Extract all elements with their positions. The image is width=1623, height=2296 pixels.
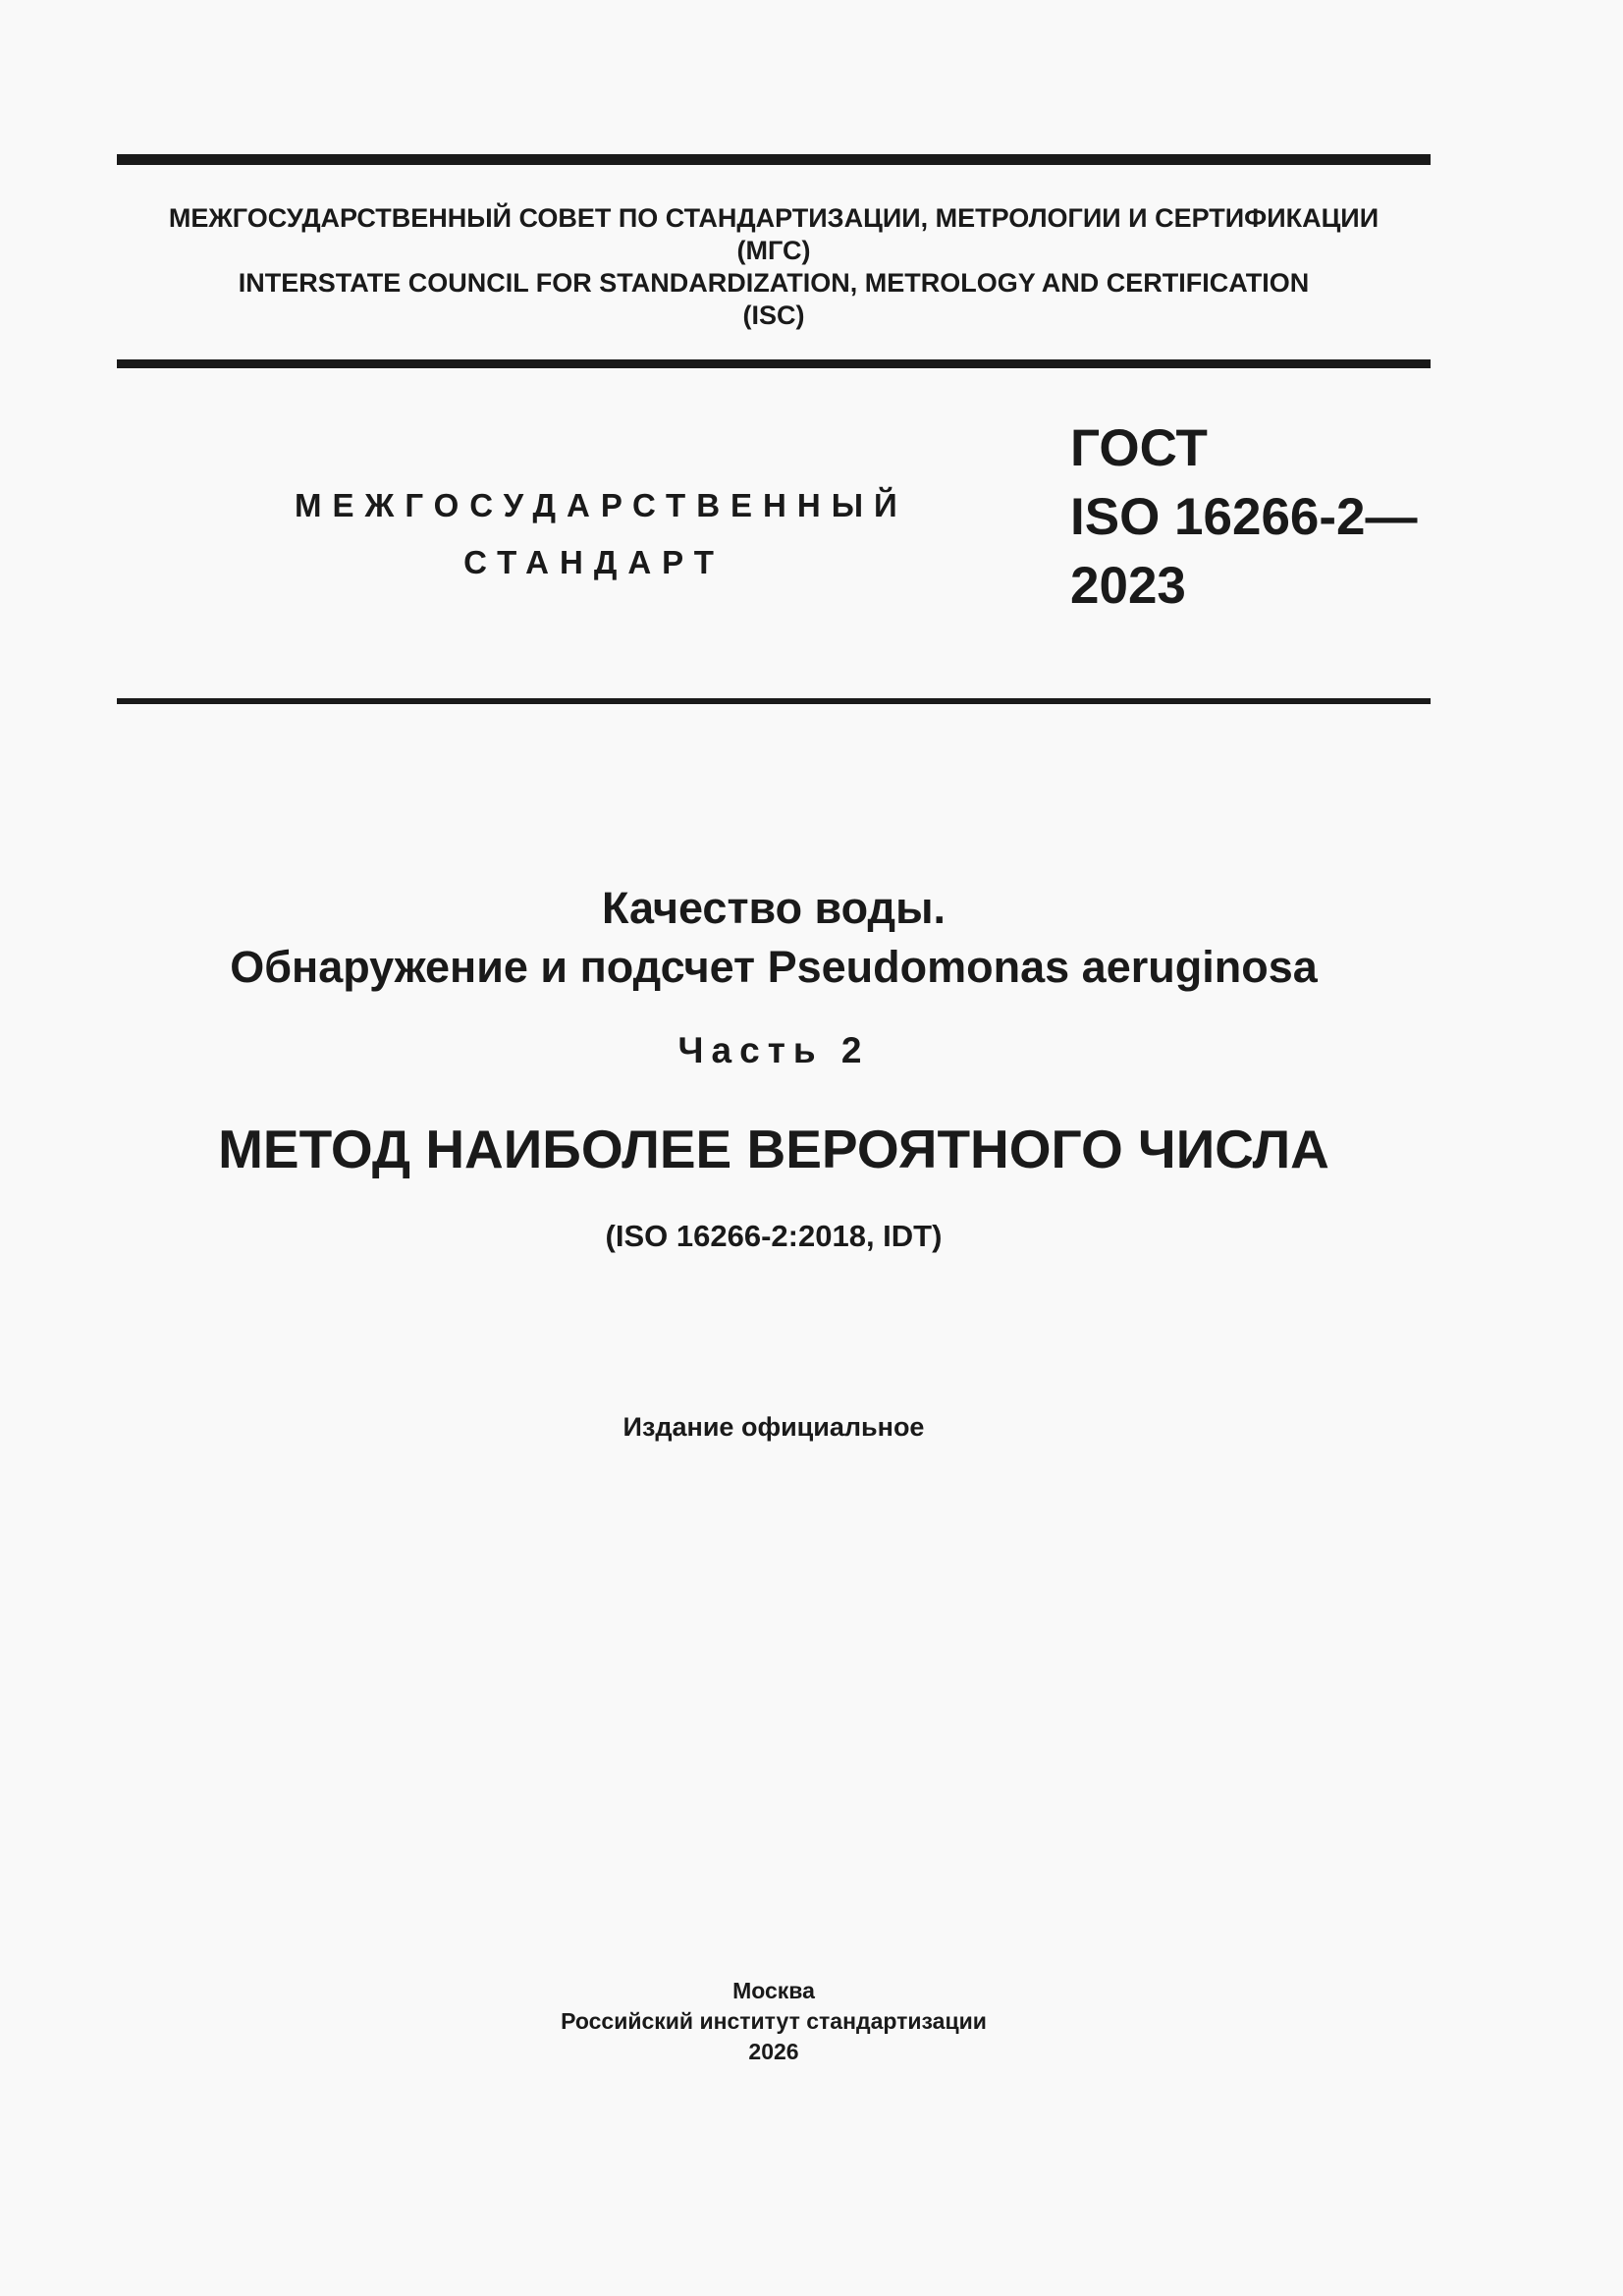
publisher-city: Москва: [732, 1978, 815, 2003]
publication-year: 2026: [748, 2039, 799, 2064]
council-header: [117, 202, 1431, 332]
part-label: Часть 2: [677, 1030, 870, 1070]
document-title-line2: Обнаружение и подсчет Pseudomonas aeruginosa: [230, 942, 1318, 992]
standard-number-code: ISO 16266-2—: [1070, 488, 1418, 546]
iso-equivalence: (ISO 16266-2:2018, IDT): [605, 1219, 943, 1253]
header-divider: [117, 359, 1431, 368]
standard-number-prefix: ГОСТ: [1070, 419, 1208, 477]
top-divider: [117, 154, 1431, 165]
edition-label: Издание официальное: [622, 1412, 925, 1442]
council-name-en: INTERSTATE COUNCIL FOR STANDARDIZATION, METROLOGY AND CERTIFICATION: [238, 268, 1310, 298]
council-name-ru: МЕЖГОСУДАРСТВЕННЫЙ СОВЕТ ПО СТАНДАРТИЗАЦИИ, МЕТРОЛОГИИ И СЕРТИФИКАЦИИ: [168, 203, 1380, 233]
publisher-organization: Российский институт стандартизации: [561, 2008, 987, 2034]
designation-divider: [117, 698, 1431, 704]
standard-kind-line2: СТАНДАРТ: [463, 544, 725, 580]
document-title-line1: Качество воды.: [601, 883, 947, 933]
council-abbr-ru: (МГС): [736, 236, 811, 265]
standard-number: [1070, 414, 1418, 621]
standard-kind: [295, 477, 908, 591]
standard-kind-line1: МЕЖГОСУДАРСТВЕННЫЙ: [295, 487, 908, 523]
council-abbr-en: (ISC): [742, 301, 805, 330]
standard-number-year: 2023: [1070, 557, 1186, 615]
method-title: МЕТОД НАИБОЛЕЕ ВЕРОЯТНОГО ЧИСЛА: [218, 1119, 1329, 1179]
